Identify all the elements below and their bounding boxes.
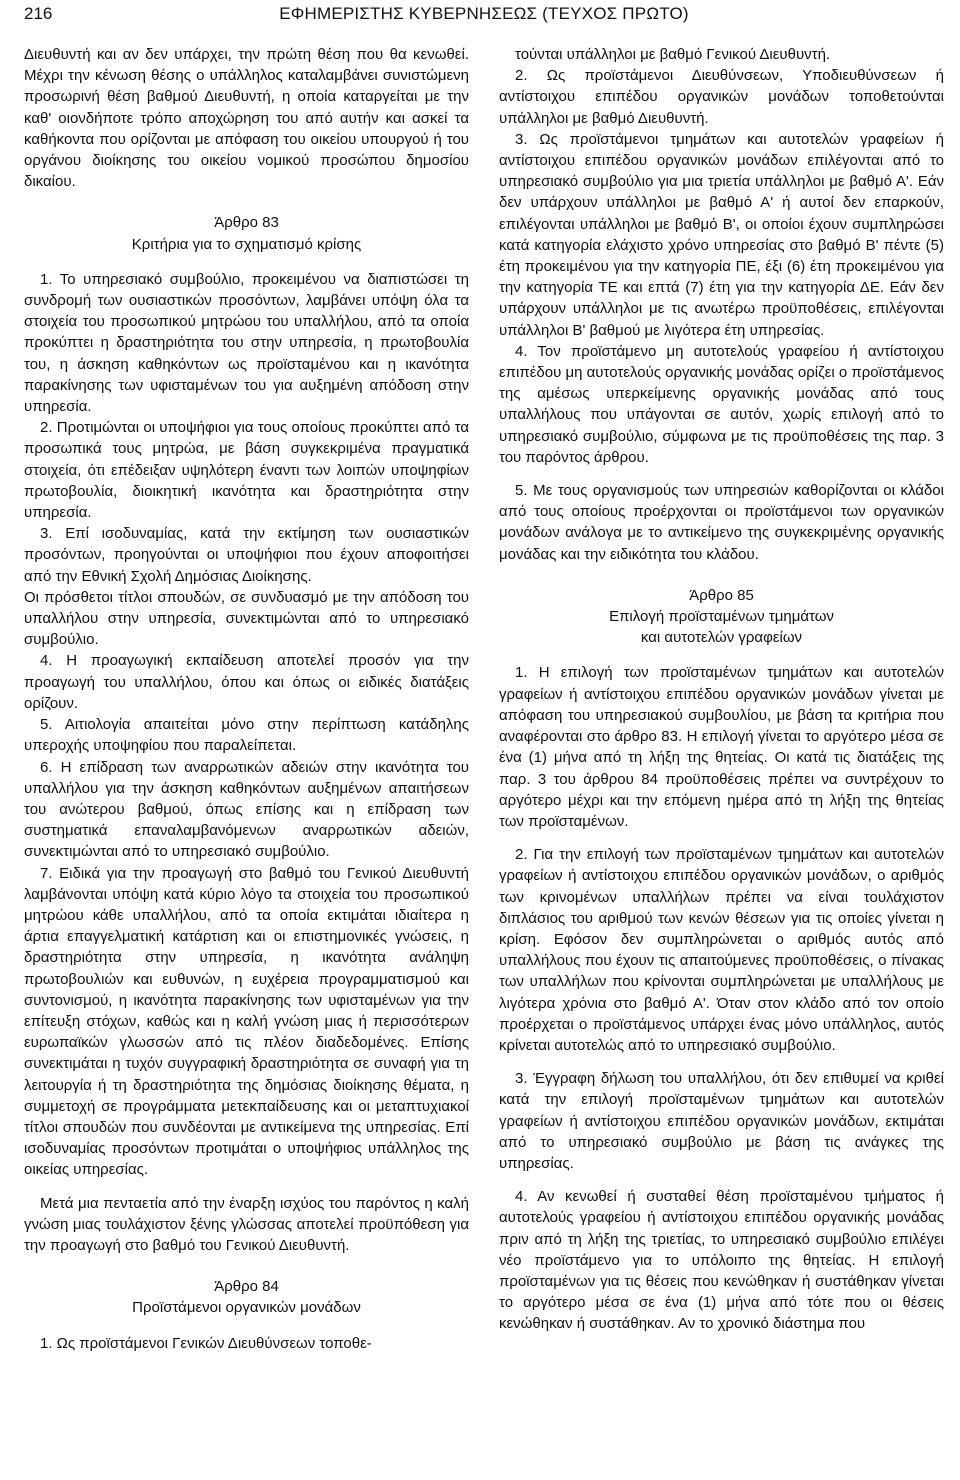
article-83-subtitle: Κριτήρια για το σχηματισμό κρίσης [131, 235, 362, 253]
paragraph: 3. Ως προϊστάμενοι τμημάτων και αυτοτελών γραφείων ή αντίστοιχου επιπέδου οργανικών μονάδων επιλέγονται από το υπηρεσιακό συμβούλιο για μια τριετία υπάλληλοι με βαθμό Α'. Εάν δεν υπάρχουν υπάλληλοι με βαθμό Α' ή αυτοί δεν επαρκούν, επιλέγονται υπάλληλοι με βαθμό Β', οι οποίοι έχουν συμπληρώσει κατά κατηγορία ελάχιστο χρόνο υπηρεσίας στο βαθμό Β' πέντε (5) έτη προκειμένου για την κατηγορία ΠΕ, έξι (6) έτη προκειμένου για την κατηγορία ΤΕ και επτά (7) έτη για την κατηγορία ΔΕ. Εάν δεν υπάρχουν υπάλληλοι με τις ανωτέρω προϋποθέσεις, επιλέγονται υπάλληλοι Β' βαθμού με λιγότερα έτη υπηρεσίας. [499, 130, 944, 339]
paragraph: 1. Το υπηρεσιακό συμβούλιο, προκειμένου να διαπιστώσει τη συνδρομή των ουσιαστικών προσόντων, λαμβάνει υπόψη όλα τα στοιχεία του προσωπικού μητρώου του υπαλλήλου, από τα οποία προκύπτει η δραστηριότητα του στην υπηρεσία, η πρωτοβουλία του, η άσκηση καθηκόντων ως προϊσταμένου και η ικανότητα παρακίνησης των υφισταμένων του για αυξημένη απόδοση στην υπηρεσία. [24, 270, 469, 416]
page-number: 216 [24, 4, 53, 23]
right-column [499, 44, 944, 1354]
paragraph: 7. Ειδικά για την προαγωγή στο βαθμό του Γενικού Διευθυντή λαμβάνονται υπόψη κατά κύριο λόγο τα στοιχεία του προσωπικού μητρώου κάθε υπαλλήλου, από τα οποία εκτιμάται ιδιαίτερα η άρτια επαγγελματική κατάρτιση και οι επιστημονικές γνώσεις, η δραστηριότητα στην υπηρεσία, η ικανότητα ανάληψη πρωτοβουλιών και ευθυνών, η ευχέρεια προγραμματισμού και συντονισμού, η ικανότητα παρακίνησης των υφισταμένων για την επίτευξη στόχων, καθώς και η καλή γνώση μιας ή περισσότερων ευρωπαϊκών γλωσσών από τις πλέον διαδεδομένες. Επίσης συνεκτιμάται η τυχόν συγγραφική δραστηριότητα σε συναφή για τη λειτουργία ή τη δραστηριότητα της δημόσιας διοίκησης θέματα, η συμμετοχή σε προγράμματα μετεκπαίδευσης και οι μεταπτυχιακοί τίτλοι σπουδών που συνδέονται με αντικείμενα της υπηρεσίας. Επί ισοδυναμίας προσόντων προτιμάται ο υποψήφιος υπάλληλος της οικείας υπηρεσίας. [24, 864, 469, 1179]
paragraph: 6. Η επίδραση των αναρρωτικών αδειών στην ικανότητα του υπαλλήλου για την άσκηση καθηκόντων αυξημένων απαιτήσεων του ανώτερου βαθμού, όπως επίσης και η επίδραση των συστηματικά επαναλαμβανόμενων αναρρωτικών αδειών, συνεκτιμώνται από το υπηρεσιακό συμβούλιο. [24, 758, 469, 861]
paragraph: 4. Αν κενωθεί ή συσταθεί θέση προϊσταμένου τμήματος ή αυτοτελούς γραφείου ή αντίστοιχου επιπέδου οργανικής μονάδας πριν από τη λήξη της τριετίας, το υπηρεσιακό συμβούλιο επιλέγει νέο προϊστάμενο για το υπόλοιπο της θητείας. Η επιλογή προϊσταμένων για τις θέσεις που κενώθηκαν ή συστάθηκαν γίνεται το αργότερο μέσα σε ένα (1) μήνα από τότε που οι θέσεις κενώθηκαν ή συστάθηκαν. Αν το χρονικό διάστημα που [499, 1188, 944, 1333]
article-85-title: Άρθρο 85 [689, 586, 754, 604]
article-84-heading [24, 1276, 469, 1318]
article-83-heading [24, 212, 469, 254]
paragraph: 2. Προτιμώνται οι υποψήφιοι για τους οποίους προκύπτει από τα προσωπικά τους μητρώα, με βάση συγκεκριμένα πραγματικά στοιχεία, ότι επέδειξαν υψηλότερη έναντι των λοιπών υποψηφίων πρωτοβουλία, διοικητική ικανότητα και δραστηριότητα στην υπηρεσία. [24, 419, 469, 522]
article-85-subtitle: και αυτοτελών γραφείων [640, 629, 803, 647]
paragraph: 2. Ως προϊστάμενοι Διευθύνσεων, Υποδιευθύνσεων ή αντίστοιχου επιπέδου οργανικών μονάδων τοποθετούνται υπάλληλοι με βαθμό Διευθυντή. [499, 67, 944, 127]
paragraph: Μετά μια πενταετία από την έναρξη ισχύος του παρόντος η καλή γνώση μιας τουλάχιστον ξένης γλώσσας αποτελεί προϋπόθεση για την προαγωγή στο βαθμό του Γενικού Διευθυντή. [24, 1194, 469, 1254]
paragraph: 1. Η επιλογή των προϊσταμένων τμημάτων και αυτοτελών γραφείων ή αντίστοιχου επιπέδου οργανικών μονάδων γίνεται με απόφαση του υπηρεσιακού συμβουλίου, με βάση τα κριτήρια που αναφέρονται στο άρθρο 83. Η επιλογή γίνεται το αργότερο μέσα σε ένα (1) μήνα από τη λήξη της θητείας. Οι κατά τις διατάξεις της παρ. 3 του άρθρου 84 προϋποθέσεις πρέπει να συντρέχουν το αργότερο μέχρι και την επόμενη ημέρα από τη λήξη της θητείας των προϊσταμένων. [499, 664, 944, 830]
paragraph: 4. Η προαγωγική εκπαίδευση αποτελεί προσόν για την προαγωγή του υπαλλήλου, όπου και όπως οι ειδικές διατάξεις ορίζουν. [24, 652, 469, 712]
gazette-title: ΕΦΗΜΕΡΙΣΤΗΣ ΚΥΒΕΡΝΗΣΕΩΣ (ΤΕΥΧΟΣ ΠΡΩΤΟ) [279, 4, 689, 23]
paragraph: 2. Για την επιλογή των προϊσταμένων τμημάτων και αυτοτελών γραφείων ή αντίστοιχου επιπέδου οργανικών μονάδων, ο αριθμός των κρινομένων υπαλλήλων πρέπει να είναι τουλάχιστον διπλάσιος του αριθμού των κενών θέσεων για τις οποίες γίνεται η κρίση. Εφόσον δεν συμπληρώνεται ο αριθμός αυτός από υπαλλήλους που έχουν τις απαιτούμενες προϋποθέσεις, ο πίνακας των υπαλλήλων που κρίνονται συμπληρώνεται με υπαλλήλους με λιγότερα χρόνια στο βαθμό Α'. Όταν στον κλάδο από τον οποίο προέρχεται ο προϊστάμενος υπάρχει ένας μόνο υπάλληλος, αυτός κρίνεται αυτοτελώς από το υπηρεσιακό συμβούλιο. [499, 846, 944, 1054]
text-columns [24, 44, 944, 1354]
article-85-subtitle: Επιλογή προϊσταμένων τμημάτων [609, 608, 834, 626]
paragraph: τούνται υπάλληλοι με βαθμό Γενικού Διευθυντή. [515, 46, 831, 63]
paragraph: 5. Με τους οργανισμούς των υπηρεσιών καθορίζονται οι κλάδοι από τους οποίους προέρχονται οι προϊστάμενοι των οργανικών μονάδων ανάλογα με το αντικείμενο της συγκεκριμένης οργανικής μονάδας και την ειδικότητα του κλάδου. [499, 482, 944, 563]
paragraph: Οι πρόσθετοι τίτλοι σπουδών, σε συνδυασμό με την απόδοση του υπαλλήλου στην υπηρεσία, συνεκτιμώνται από το υπηρεσιακό συμβούλιο. [24, 588, 469, 649]
article-85-heading [499, 585, 944, 649]
paragraph: Διευθυντή και αν δεν υπάρχει, την πρώτη θέση που θα κενωθεί. Μέχρι την κένωση θέσης ο υπάλληλος καταλαμβάνει συνιστώμενη προσωρινή θέση βαθμού Διευθυντή, η οποία καταργείται με την καθ' οιονδήποτε τρόπο αποχώρηση του από αυτήν και ασκεί τα καθήκοντα που ορίζονται με απόφαση του οικείου υπουργού ή του οργάνου διοίκησης του οικείου νομικού προσώπου δημοσίου δικαίου. [24, 46, 469, 191]
left-column [24, 44, 469, 1354]
article-84-subtitle: Προϊστάμενοι οργανικών μονάδων [132, 1299, 361, 1317]
article-83-title: Άρθρο 83 [214, 214, 279, 232]
paragraph: 4. Τον προϊστάμενο μη αυτοτελούς γραφείου ή αντίστοιχου επιπέδου μη αυτοτελούς οργανικής μονάδας ορίζει ο προϊστάμενος της αμέσως υπερκείμενης οργανικής μονάδας από τους υπαλλήλους που υπάγονται σε αυτόν, χωρίς επιλογή από το υπηρεσιακό συμβούλιο, σύμφωνα με τις προϋποθέσεις της παρ. 3 του παρόντος άρθρου. [499, 342, 944, 466]
article-84-title: Άρθρο 84 [214, 1278, 279, 1296]
paragraph: 3. Έγγραφη δήλωση του υπαλλήλου, ότι δεν επιθυμεί να κριθεί κατά την επιλογή προϊσταμένων τμημάτων και αυτοτελών γραφείων ή αντίστοιχου επιπέδου οργανικών μονάδων, εκτιμάται από το υπηρεσιακό συμβούλιο με βάση τις ανάγκες της υπηρεσίας. [499, 1070, 944, 1172]
paragraph: 1. Ως προϊστάμενοι Γενικών Διευθύνσεων τοποθε- [40, 1334, 372, 1352]
paragraph: 5. Αιτιολογία απαιτείται μόνο στην περίπτωση κατάδηλης υπεροχής υποψηφίου που παραλείπεται. [24, 716, 469, 755]
paragraph: 3. Επί ισοδυναμίας, κατά την εκτίμηση των ουσιαστικών προσόντων, προηγούνται οι υποψήφιοι που έχουν αποφοιτήσει από την Εθνική Σχολή Δημόσιας Διοίκησης. [24, 525, 469, 585]
page-header [24, 0, 944, 44]
